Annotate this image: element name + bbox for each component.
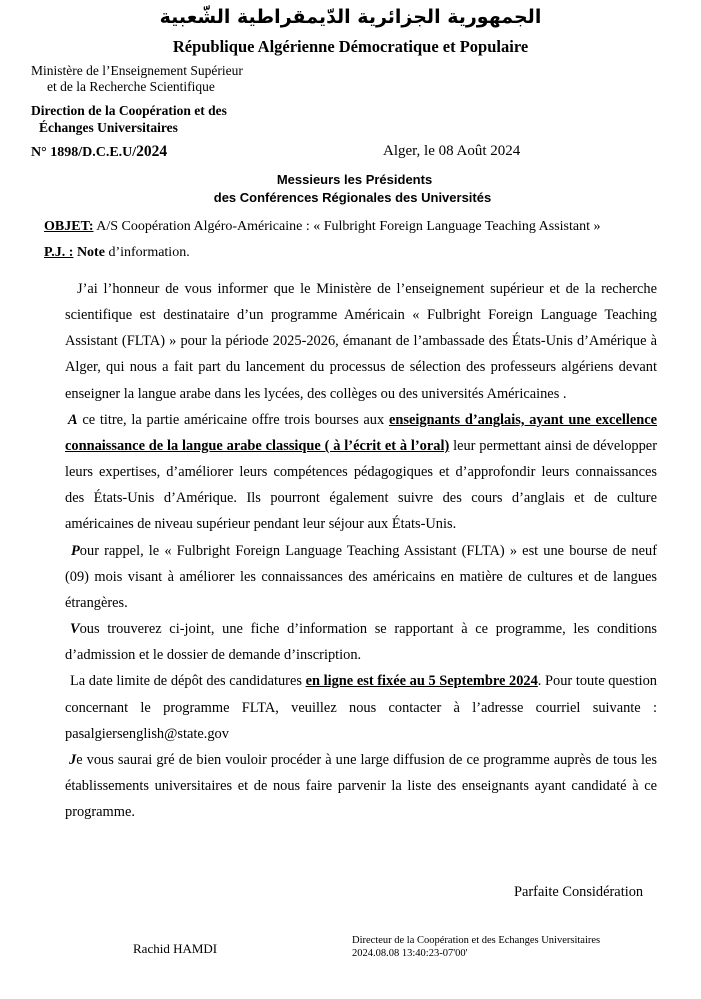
- reference-number: [31, 143, 167, 161]
- letter-body: [65, 276, 657, 825]
- pj-text: d’information.: [104, 245, 190, 260]
- ministry-line-2: et de la Recherche Scientifique: [47, 79, 215, 94]
- paragraph-6: [65, 747, 657, 825]
- attachment-line: [44, 245, 190, 261]
- pj-bold: Note: [73, 245, 105, 260]
- reference-text: N° 1898/D.C.E.U/: [31, 145, 137, 160]
- objet-label: OBJET:: [44, 219, 94, 234]
- date-line: Alger, le 08 Août 2024: [383, 143, 521, 159]
- paragraph-6-text: e vous saurai gré de bien vouloir procéder à une large diffusion de ce programme auprès de tous les établissements universitaires et de nous faire parvenir la liste des enseignants ayant candidaté à ce programme.: [65, 751, 657, 821]
- direction-line-1: Direction de la Coopération et des: [31, 103, 227, 118]
- digital-signature-title: Directeur de la Coopération et des Echanges Universitaires: [352, 935, 601, 946]
- paragraph-5-text-1: La date limite de dépôt des candidatures: [70, 673, 306, 690]
- direction-line-2: Échanges Universitaires: [39, 120, 178, 135]
- paragraph-3-text: our rappel, le « Fulbright Foreign Language Teaching Assistant (FLTA) » est une bourse de neuf (09) mois visant à améliorer les connaissances des américains en matière de cultures et de langues étrangères.: [65, 542, 657, 611]
- arabic-title: الجمهورية الجزائرية الدّيمقراطية الشّعبية: [159, 6, 542, 28]
- paragraph-5-text-2: . Pour toute question concernant le programme FLTA, veuillez nous contacter à l’adresse courriel suivante : pasalgiersenglish@state.gov: [65, 673, 657, 742]
- paragraph-3-initial: P: [71, 542, 80, 559]
- paragraph-6-initial: J: [69, 751, 77, 768]
- closing-salutation: Parfaite Considération: [514, 884, 644, 900]
- paragraph-3: [65, 538, 657, 616]
- recipient-line-2: des Conférences Régionales des Universités: [213, 190, 492, 205]
- digital-signature-timestamp: 2024.08.08 13:40:23-07'00': [352, 948, 468, 959]
- paragraph-4: [65, 616, 657, 668]
- recipient-line-1: Messieurs les Présidents: [276, 172, 433, 187]
- signer-name: Rachid HAMDI: [133, 941, 218, 956]
- pj-label: P.J. :: [44, 245, 74, 260]
- paragraph-5-emphasis: en ligne est fixée au 5 Septembre 2024: [305, 673, 538, 690]
- subject-line: [44, 219, 600, 235]
- paragraph-2-text-1: ce titre, la partie américaine offre trois bourses aux: [77, 411, 389, 428]
- paragraph-5: [65, 668, 657, 746]
- reference-year: 2024: [136, 143, 168, 160]
- objet-text: A/S Coopération Algéro-Américaine : « Fulbright Foreign Language Teaching Assistant »: [93, 219, 601, 234]
- paragraph-4-text: ous trouverez ci-joint, une fiche d’information se rapportant à ce programme, les conditions d’admission et le dossier de demande d’inscription.: [65, 621, 657, 664]
- paragraph-1: J’ai l’honneur de vous informer que le Ministère de l’enseignement supérieur et de la recherche scientifique est destinataire d’un programme Américain « Fulbright Foreign Language Teaching Assistant (FLTA) » pour la période 2025-2026, émanant de l’ambassade des États-Unis d’Amérique à Alger, qui nous a fait part du lancement du processus de sélection des professeurs algériens devant enseigner la langue arabe dans les lycées, des collèges ou des universités Américaines .: [65, 281, 657, 402]
- paragraph-2-text-2: leur permettant ainsi de développer leurs expertises, d’améliorer leurs compétences pédagogiques et d’approfondir leurs connaissances des États-Unis d’Amérique. Ils pourront également suivre des cours d’anglais et de culture américaines de niveau supérieur pendant leur séjour aux États-Unis.: [65, 437, 657, 533]
- paragraph-2-emphasis: enseignants d’anglais, ayant une excellence connaissance de la langue arabe classique ( à l’écrit et à l’oral): [65, 411, 657, 454]
- paragraph-2-initial: A: [68, 411, 78, 428]
- paragraph-4-initial: V: [70, 621, 80, 638]
- paragraph-2: [65, 407, 657, 538]
- ministry-line-1: Ministère de l’Enseignement Supérieur: [31, 63, 243, 78]
- french-title: République Algérienne Démocratique et Populaire: [172, 37, 529, 56]
